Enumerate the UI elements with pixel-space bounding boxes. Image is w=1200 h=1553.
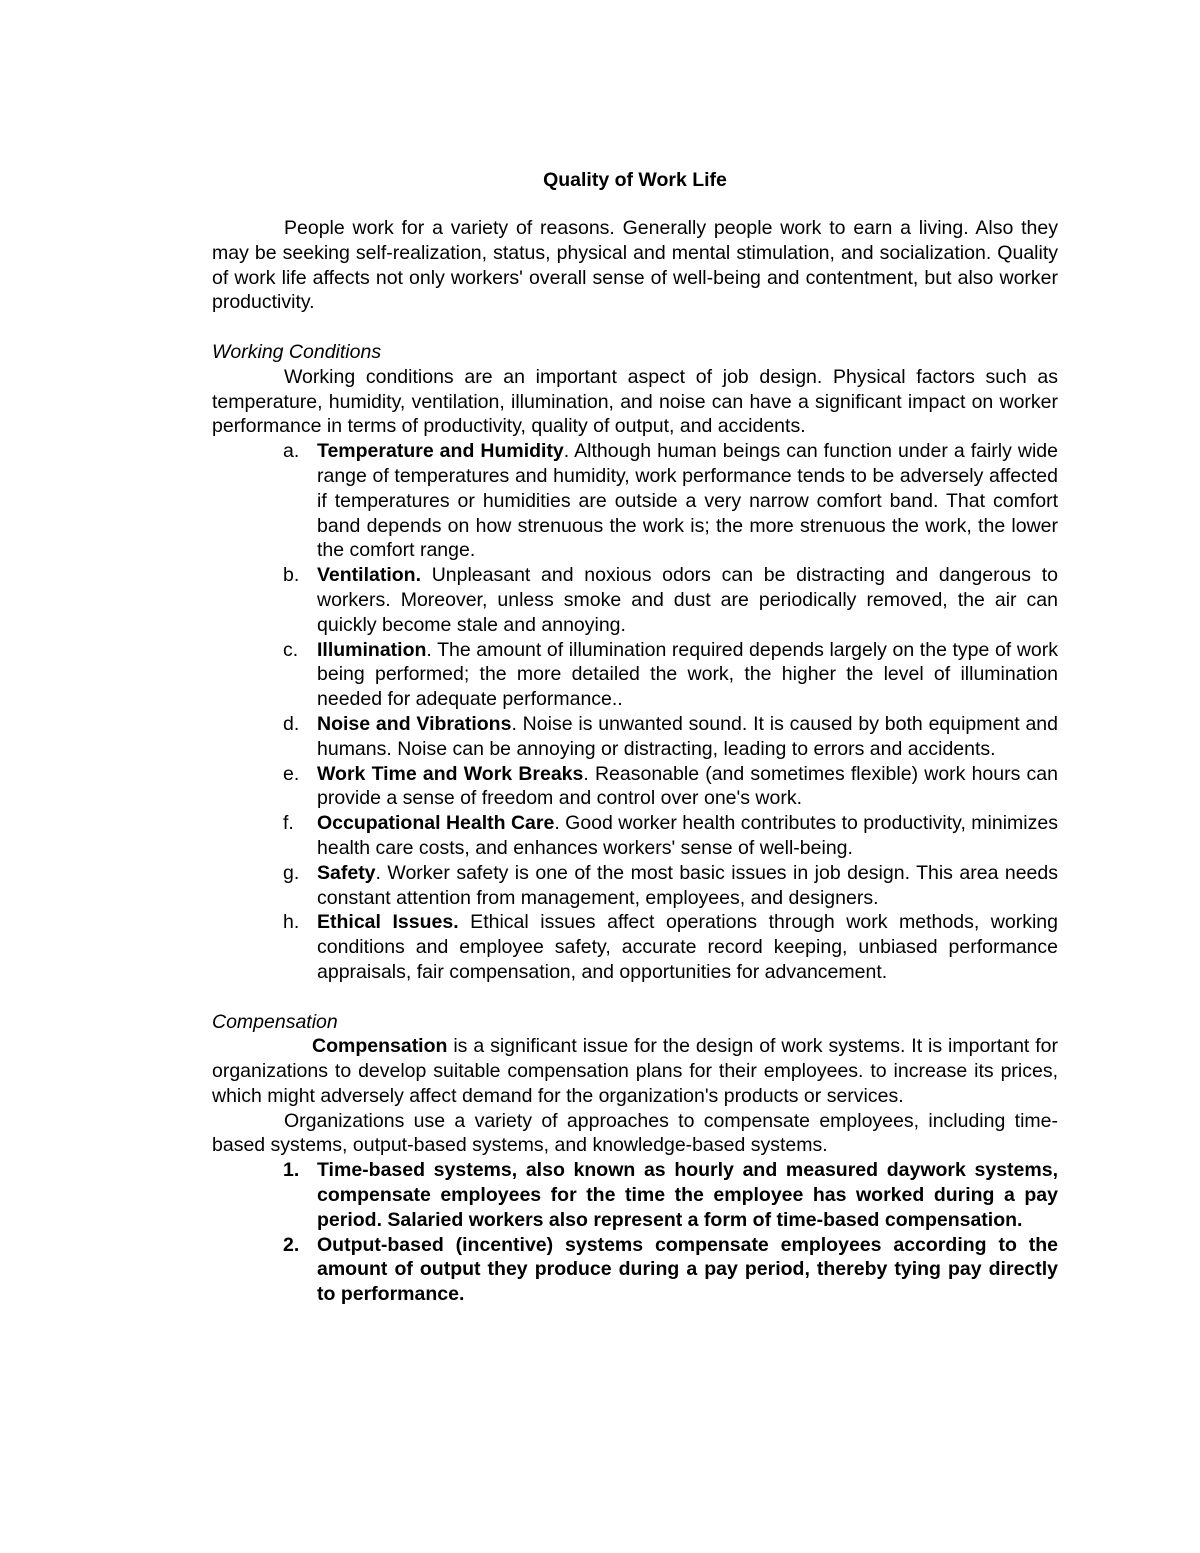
list-item-illumination xyxy=(212,638,1058,712)
list-marker: g. xyxy=(283,861,300,884)
list-item-term: Work Time and Work Breaks xyxy=(317,762,584,785)
list-marker: b. xyxy=(283,564,300,587)
list-item-ventilation xyxy=(212,563,1058,637)
list-item-noise xyxy=(212,712,1058,762)
spacer xyxy=(212,315,1058,340)
compensation-paragraph xyxy=(212,1034,1058,1108)
list-marker: 2. xyxy=(283,1233,300,1256)
list-item-temperature xyxy=(212,439,1058,563)
compensation-paragraph-text: is a significant issue for the design of work systems. It is important for organizations to develop suitable compensation plans for their employees. to increase its prices, which might adversely affect demand for the organization's products or services. xyxy=(212,1035,1058,1107)
list-marker: c. xyxy=(283,638,299,661)
list-item-health-care xyxy=(212,811,1058,861)
spacer xyxy=(212,985,1058,1010)
list-marker: d. xyxy=(283,712,300,735)
list-item-term: Ethical Issues. xyxy=(317,911,459,934)
list-item-output-based xyxy=(212,1233,1058,1307)
compensation-heading: Compensation xyxy=(212,1010,338,1033)
list-item-term: Safety xyxy=(317,861,376,884)
working-conditions-paragraph: Working conditions are an important aspect of job design. Physical factors such as temperature, humidity, ventilation, illumination, and noise can have a significant impact on worker performance in terms of productivity, quality of output, and accidents. xyxy=(212,365,1058,438)
list-marker: f. xyxy=(283,812,294,835)
list-item-text: Ethical issues affect operations through work methods, working conditions and employee safety, accurate record keeping, unbiased performance appraisals, fair compensation, and opportunities for advancement. xyxy=(317,911,1058,983)
list-item-text: Time-based systems, also known as hourly and measured daywork systems, compensate employees for the time the employee has worked during a pay period. Salaried workers also represent a form of time-based compensation. xyxy=(317,1159,1058,1231)
list-item-term: Illumination xyxy=(317,638,427,661)
list-marker: 1. xyxy=(283,1159,300,1182)
list-item-text: . Good worker health contributes to productivity, minimizes health care costs, and enhances workers' sense of well-being. xyxy=(317,812,1058,859)
working-conditions-heading: Working Conditions xyxy=(212,340,382,363)
compensation-list xyxy=(212,1158,1058,1307)
compensation-approaches-paragraph: Organizations use a variety of approaches to compensate employees, including time-based systems, output-based systems, and knowledge-based systems. xyxy=(212,1109,1058,1157)
working-conditions-list xyxy=(212,439,1058,985)
compensation-term: Compensation xyxy=(312,1035,448,1058)
list-item-term: Occupational Health Care xyxy=(317,812,555,835)
list-item-work-time xyxy=(212,762,1058,812)
list-item-time-based xyxy=(212,1158,1058,1232)
list-item-term: Ventilation. xyxy=(317,564,422,587)
list-item-ethical xyxy=(212,910,1058,984)
document-page xyxy=(212,168,1058,1307)
list-item-term: Noise and Vibrations xyxy=(317,712,512,735)
list-marker: h. xyxy=(283,911,300,934)
list-item-text: . Noise is unwanted sound. It is caused by both equipment and humans. Noise can be annoying or distracting, leading to errors and accidents. xyxy=(317,712,1058,760)
list-item-text: . Although human beings can function under a fairly wide range of temperatures and humidity, work performance tends to be adversely affected if temperatures or humidities are outside a very narrow comfort band. That comfort band depends on how strenuous the work is; the more strenuous the work, the lower the comfort range. xyxy=(317,440,1058,562)
list-marker: a. xyxy=(283,440,300,463)
document-title: Quality of Work Life xyxy=(543,169,727,191)
list-item-safety xyxy=(212,861,1058,911)
intro-paragraph: People work for a variety of reasons. Generally people work to earn a living. Also they may be seeking self-realization, status, physical and mental stimulation, and socialization. Quality of work life affects not only workers' overall sense of well-being and contentment, but also worker productivity. xyxy=(212,217,1058,314)
list-item-text: . Reasonable (and sometimes flexible) work hours can provide a sense of freedom and control over one's work. xyxy=(317,762,1058,810)
list-item-text: . Worker safety is one of the most basic issues in job design. This area needs constant attention from management, employees, and designers. xyxy=(317,861,1058,909)
list-item-term: Temperature and Humidity xyxy=(317,440,564,463)
list-item-text: Unpleasant and noxious odors can be distracting and dangerous to workers. Moreover, unless smoke and dust are periodically removed, the air can quickly become stale and annoying. xyxy=(317,564,1058,636)
list-item-text: Output-based (incentive) systems compensate employees according to the amount of output they produce during a pay period, thereby tying pay directly to performance. xyxy=(317,1233,1058,1306)
list-marker: e. xyxy=(283,762,300,785)
list-item-text: . The amount of illumination required depends largely on the type of work being performed; the more detailed the work, the higher the level of illumination needed for adequate performance.. xyxy=(317,638,1058,711)
